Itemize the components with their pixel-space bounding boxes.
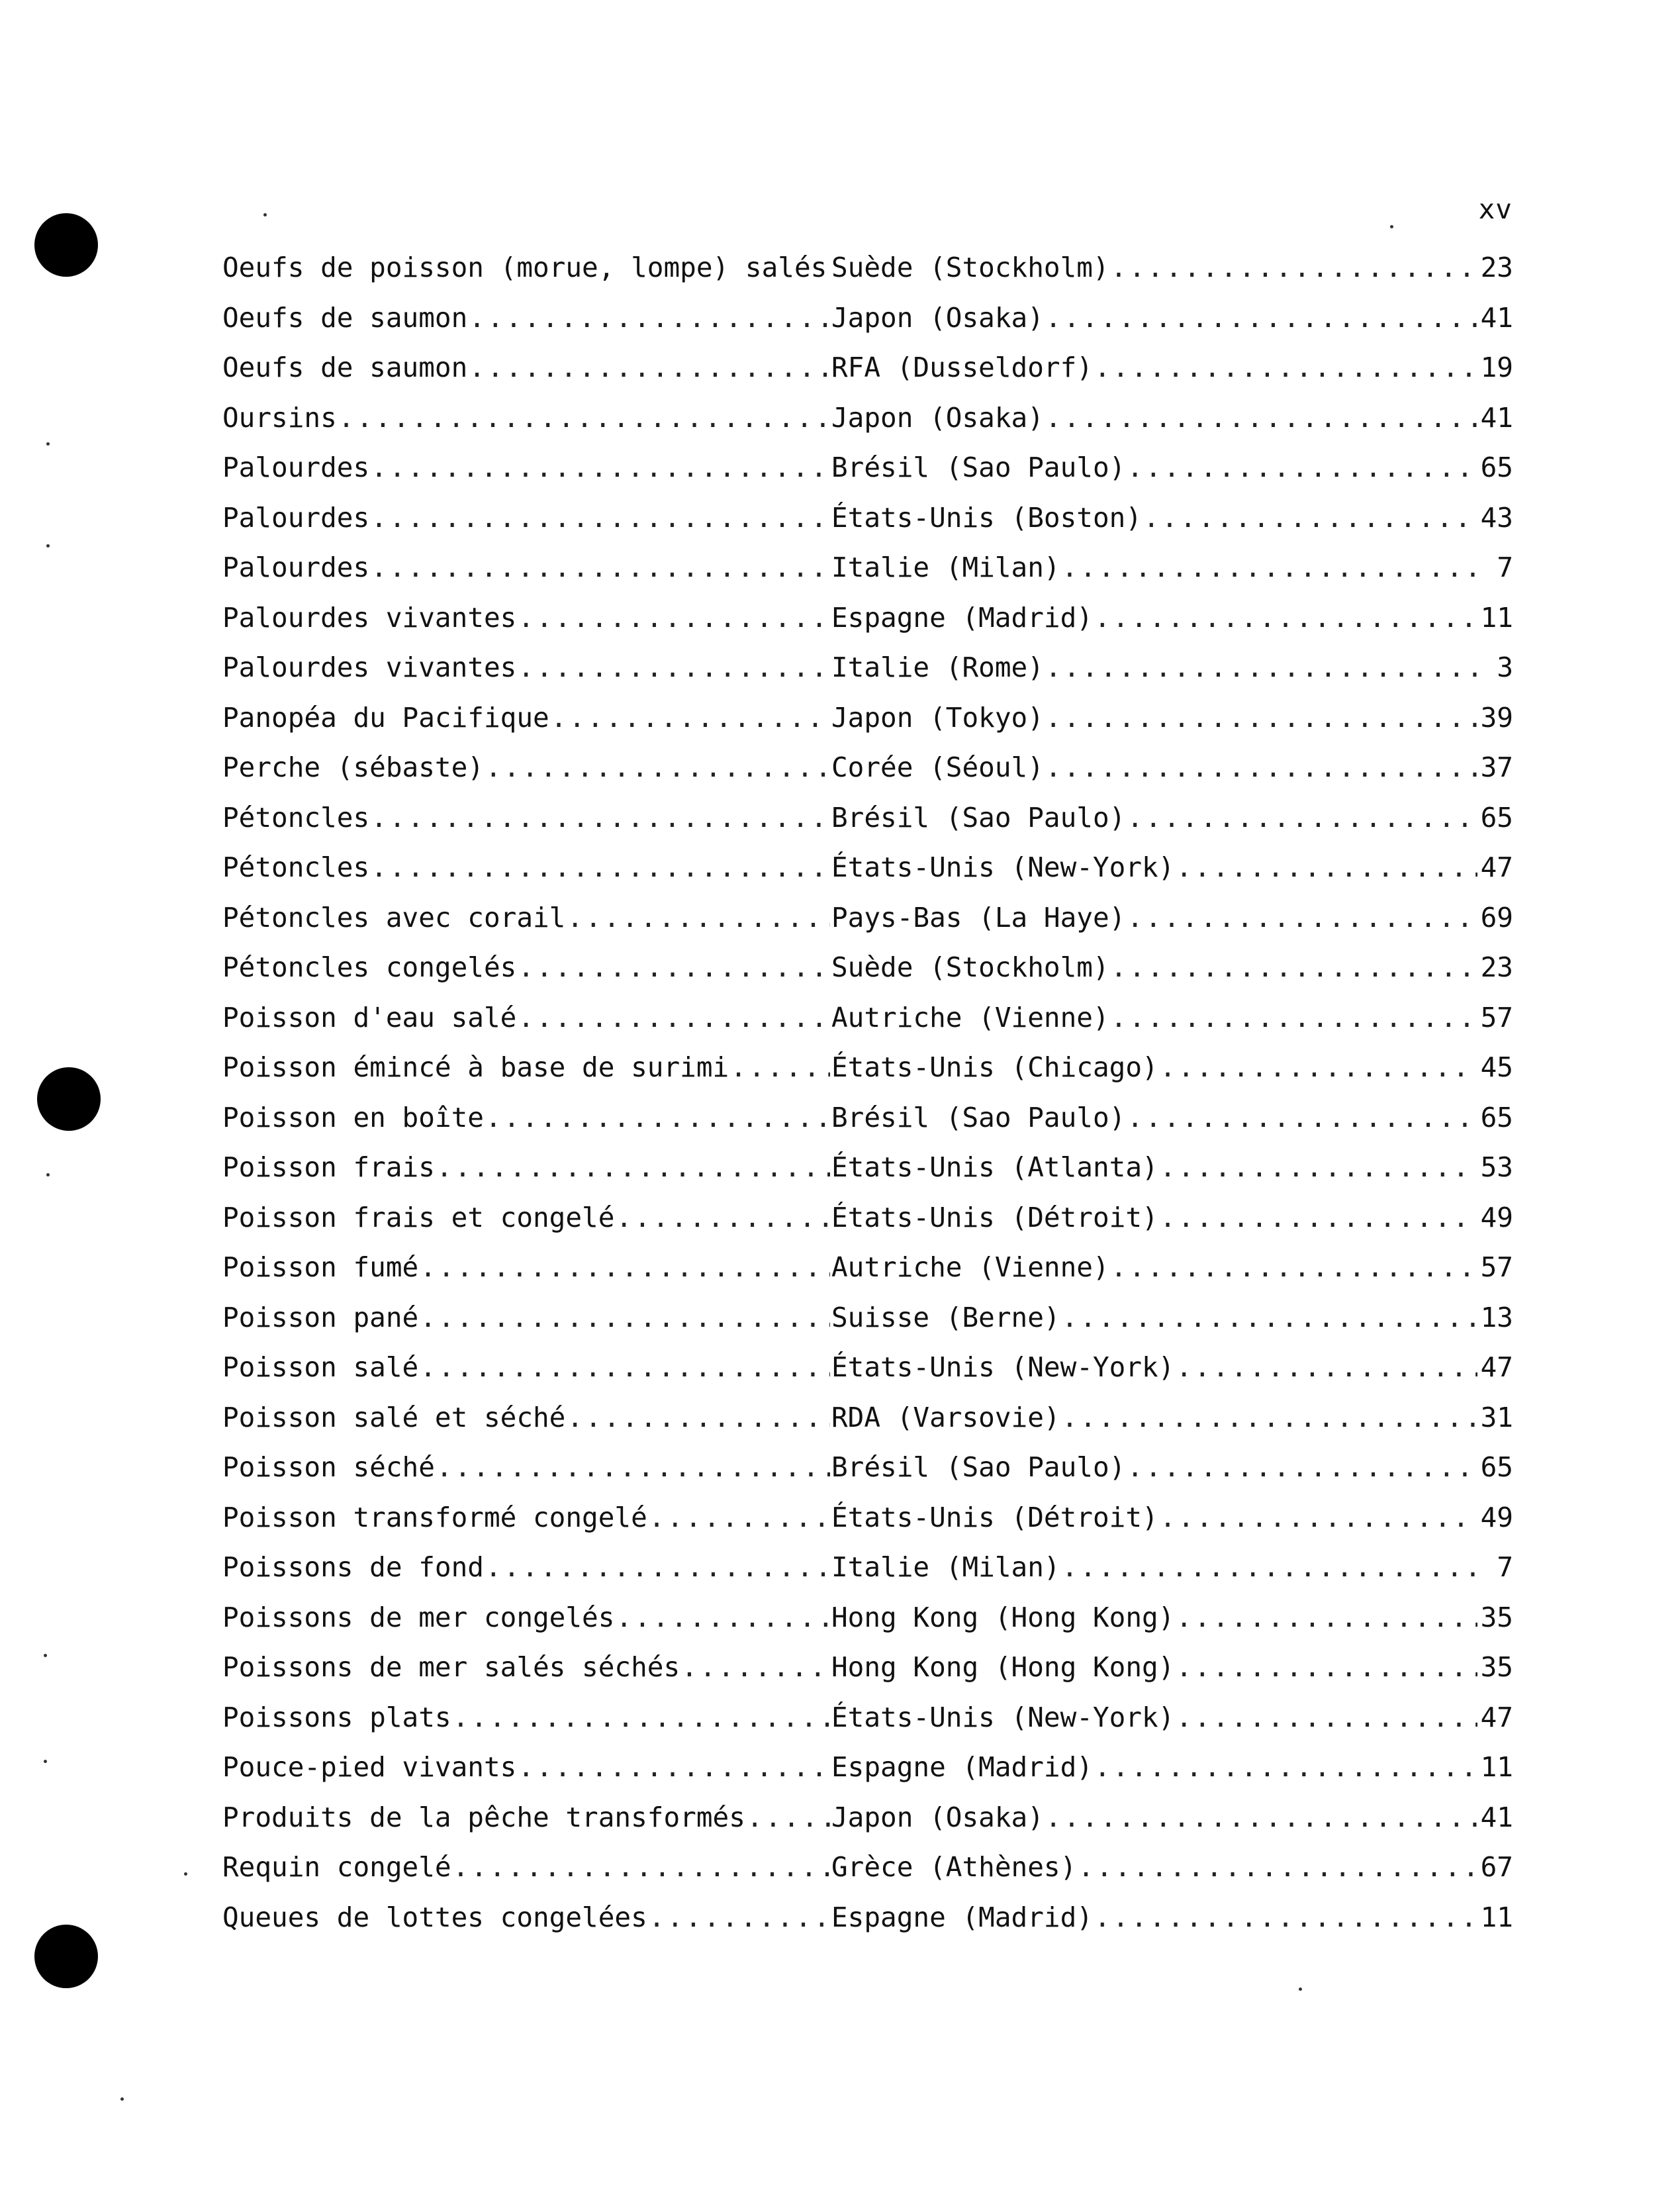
product-column [222,551,831,583]
dot-leader [1111,951,1477,983]
product-name: Oursins [222,401,337,434]
dot-leader [1176,1701,1477,1733]
dot-leader [551,702,830,734]
product-column [222,1151,831,1183]
dot-leader [1176,851,1477,883]
page-reference: 41 [1480,301,1513,334]
page-reference: 49 [1480,1201,1513,1233]
product-column [222,1602,831,1633]
dot-leader [371,502,830,534]
product-column [222,1302,831,1333]
post-column [831,1451,1513,1483]
product-column [222,252,831,283]
trade-post: États-Unis (Chicago) [831,1051,1158,1083]
dot-leader [1045,751,1477,783]
post-column [831,702,1513,734]
dot-leader [616,1602,830,1633]
product-column [222,1451,831,1483]
product-name: Poisson salé et séché [222,1401,566,1433]
index-list [222,252,1513,1951]
page-reference: 11 [1480,1751,1513,1783]
page-reference: 45 [1480,1051,1513,1083]
post-column [831,302,1513,334]
index-entry [222,1151,1513,1202]
product-name: Perche (sébaste) [222,751,484,783]
dot-leader [1127,902,1477,934]
page-reference: 11 [1480,1901,1513,1933]
product-column [222,352,831,383]
index-entry [222,1801,1513,1852]
trade-post: Corée (Séoul) [831,751,1044,783]
post-column [831,1051,1513,1083]
trade-post: Autriche (Vienne) [831,1251,1109,1283]
page-reference: 65 [1480,452,1513,483]
product-name: Poisson frais et congelé [222,1201,615,1233]
dot-leader [453,1701,830,1733]
trade-post: Pays-Bas (La Haye) [831,901,1126,934]
index-entry [222,302,1513,352]
dot-leader [1111,252,1477,283]
index-entry [222,951,1513,1002]
product-name: Pétoncles congelés [222,951,517,983]
post-column [831,452,1513,483]
post-column [831,402,1513,434]
product-name: Poisson émincé à base de surimi [222,1051,729,1083]
product-name: Oeufs de saumon [222,301,468,334]
trade-post: Japon (Osaka) [831,401,1044,434]
page-reference: 35 [1480,1651,1513,1683]
product-column [222,1051,831,1083]
product-column [222,452,831,483]
trade-post: Italie (Milan) [831,1551,1060,1583]
product-column [222,751,831,783]
product-column [222,1651,831,1683]
punch-hole-bottom [34,1925,98,1988]
trade-post: Hong Kong (Hong Kong) [831,1651,1175,1683]
dot-leader [1176,1351,1477,1383]
scan-speck [120,2097,124,2101]
index-entry [222,1051,1513,1102]
page-reference: 7 [1497,1551,1513,1583]
dot-leader [1094,1901,1477,1933]
post-column [831,1801,1513,1833]
trade-post: États-Unis (New-York) [831,1701,1175,1733]
trade-post: Brésil (Sao Paulo) [831,1101,1126,1133]
dot-leader [1160,1202,1477,1233]
page-reference: 57 [1480,1251,1513,1283]
product-column [222,1251,831,1283]
dot-leader [518,1751,830,1783]
trade-post: Grèce (Athènes) [831,1851,1077,1883]
post-column [831,252,1513,283]
dot-leader [1062,1302,1477,1333]
index-entry [222,802,1513,852]
dot-leader [436,1151,830,1183]
index-entry [222,1302,1513,1352]
dot-leader [371,802,830,834]
product-name: Poisson d'eau salé [222,1001,517,1033]
dot-leader [338,402,830,434]
dot-leader [1127,1102,1477,1133]
product-name: Pétoncles [222,801,370,834]
dot-leader [747,1801,830,1833]
dot-leader [1127,802,1477,834]
product-name: Queues de lottes congelées [222,1901,647,1933]
product-column [222,602,831,634]
index-entry [222,1202,1513,1252]
scan-speck [46,442,50,446]
product-column [222,302,831,334]
dot-leader [1062,551,1477,583]
post-column [831,551,1513,583]
punch-hole-top [34,213,98,277]
trade-post: États-Unis (Détroit) [831,1501,1158,1533]
product-name: Palourdes vivantes [222,651,517,683]
product-name: Poisson frais [222,1151,435,1183]
dot-leader [1094,352,1477,383]
product-name: Palourdes vivantes [222,601,517,634]
index-entry [222,1701,1513,1752]
index-entry [222,651,1513,702]
dot-leader [1160,1502,1477,1533]
index-entry [222,1451,1513,1502]
trade-post: Italie (Milan) [831,551,1060,583]
product-name: Poissons plats [222,1701,451,1733]
product-column [222,1351,831,1383]
post-column [831,851,1513,883]
page-reference: 13 [1480,1301,1513,1333]
dot-leader [420,1302,830,1333]
product-name: Poissons de fond [222,1551,484,1583]
product-column [222,402,831,434]
page-reference: 53 [1480,1151,1513,1183]
index-entry [222,1102,1513,1152]
product-name: Poisson en boîte [222,1101,484,1133]
product-column [222,1801,831,1833]
index-entry [222,1251,1513,1302]
trade-post: Brésil (Sao Paulo) [831,452,1126,483]
page-reference: 41 [1480,401,1513,434]
post-column [831,651,1513,683]
dot-leader [681,1651,830,1683]
trade-post: Japon (Tokyo) [831,701,1044,734]
post-column [831,602,1513,634]
page-reference: 67 [1480,1851,1513,1883]
product-name: Pouce-pied vivants [222,1751,517,1783]
product-column [222,851,831,883]
dot-leader [567,1402,830,1433]
dot-leader [485,1102,830,1133]
trade-post: Espagne (Madrid) [831,1901,1093,1933]
dot-leader [485,1551,830,1583]
index-entry [222,602,1513,652]
index-entry [222,551,1513,602]
product-name: Poisson transformé congelé [222,1501,647,1533]
trade-post: États-Unis (Atlanta) [831,1151,1158,1183]
index-entry [222,1502,1513,1552]
product-name: Palourdes [222,452,370,483]
product-name: Palourdes [222,551,370,583]
product-column [222,802,831,834]
post-column [831,1651,1513,1683]
dot-leader [371,452,830,483]
product-name: Requin congelé [222,1851,451,1883]
page-reference: 11 [1480,601,1513,634]
index-entry [222,1002,1513,1052]
post-column [831,902,1513,934]
dot-leader [518,602,830,634]
product-column [222,1551,831,1583]
trade-post: Brésil (Sao Paulo) [831,1451,1126,1483]
dot-leader [453,1851,830,1883]
trade-post: États-Unis (Détroit) [831,1201,1158,1233]
scan-speck [46,1173,50,1176]
dot-leader [1160,1151,1477,1183]
dot-leader [1160,1051,1477,1083]
product-name: Poisson pané [222,1301,419,1333]
scan-speck [184,1872,187,1876]
index-entry [222,1402,1513,1452]
trade-post: Suède (Stockholm) [831,951,1109,983]
dot-leader [371,551,830,583]
dot-leader [485,751,830,783]
product-column [222,1102,831,1133]
dot-leader [1094,1751,1477,1783]
product-name: Panopéa du Pacifique [222,701,549,734]
dot-leader [1045,651,1477,683]
product-column [222,1402,831,1433]
index-entry [222,1351,1513,1402]
index-entry [222,702,1513,752]
post-column [831,1302,1513,1333]
dot-leader [1045,402,1477,434]
dot-leader [649,1502,830,1533]
trade-post: RFA (Dusseldorf) [831,352,1093,383]
trade-post: Suède (Stockholm) [831,252,1109,283]
product-name: Poissons de mer salés séchés [222,1651,680,1683]
dot-leader [1062,1402,1477,1433]
post-column [831,951,1513,983]
dot-leader [1127,1451,1477,1483]
index-entry [222,751,1513,802]
dot-leader [436,1451,830,1483]
product-name: Palourdes [222,501,370,534]
page-number: xv [1478,193,1513,225]
post-column [831,502,1513,534]
product-column [222,1202,831,1233]
index-entry [222,1602,1513,1652]
product-column [222,1701,831,1733]
post-column [831,1402,1513,1433]
post-column [831,1751,1513,1783]
index-entry [222,502,1513,552]
trade-post: Japon (Osaka) [831,1801,1044,1833]
page-reference: 47 [1480,1701,1513,1733]
product-name: Oeufs de saumon [222,352,468,383]
index-entry [222,402,1513,452]
trade-post: États-Unis (New-York) [831,1351,1175,1383]
product-column [222,502,831,534]
dot-leader [420,1351,830,1383]
page-reference: 39 [1480,701,1513,734]
index-entry [222,902,1513,952]
index-entry [222,452,1513,502]
page-reference: 69 [1480,901,1513,934]
dot-leader [518,1002,830,1033]
dot-leader [1045,1801,1477,1833]
trade-post: Brésil (Sao Paulo) [831,801,1126,834]
trade-post: Autriche (Vienne) [831,1001,1109,1033]
page-reference: 57 [1480,1001,1513,1033]
page-reference: 23 [1480,252,1513,283]
product-column [222,702,831,734]
page-reference: 47 [1480,851,1513,883]
product-column [222,1851,831,1883]
dot-leader [616,1202,830,1233]
dot-leader [1127,452,1477,483]
post-column [831,1602,1513,1633]
trade-post: Japon (Osaka) [831,301,1044,334]
post-column [831,1901,1513,1933]
product-column [222,951,831,983]
dot-leader [828,252,830,283]
dot-leader [371,851,830,883]
post-column [831,1502,1513,1533]
dot-leader [649,1901,830,1933]
scan-speck [1299,1988,1302,1991]
scan-speck [263,213,267,216]
post-column [831,1251,1513,1283]
post-column [831,1851,1513,1883]
dot-leader [1078,1851,1477,1883]
dot-leader [1062,1551,1477,1583]
dot-leader [518,651,830,683]
product-name: Poissons de mer congelés [222,1601,615,1633]
product-name: Pétoncles avec corail [222,901,566,934]
dot-leader [1111,1002,1477,1033]
page-reference: 41 [1480,1801,1513,1833]
dot-leader [1111,1251,1477,1283]
page-reference: 65 [1480,801,1513,834]
product-name: Poisson fumé [222,1251,419,1283]
trade-post: Italie (Rome) [831,651,1044,683]
dot-leader [730,1051,830,1083]
page-reference: 31 [1480,1401,1513,1433]
dot-leader [469,352,830,383]
post-column [831,352,1513,383]
product-column [222,1002,831,1033]
page-reference: 35 [1480,1601,1513,1633]
dot-leader [567,902,830,934]
scan-speck [44,1654,47,1657]
product-name: Produits de la pêche transformés [222,1801,745,1833]
index-entry [222,1751,1513,1801]
dot-leader [1045,702,1477,734]
post-column [831,1102,1513,1133]
dot-leader [1045,302,1477,334]
dot-leader [1176,1651,1477,1683]
dot-leader [420,1251,830,1283]
post-column [831,1202,1513,1233]
product-column [222,651,831,683]
page-reference: 65 [1480,1101,1513,1133]
dot-leader [518,951,830,983]
punch-hole-middle [37,1067,101,1131]
post-column [831,1351,1513,1383]
trade-post: Espagne (Madrid) [831,601,1093,634]
product-column [222,1751,831,1783]
dot-leader [1143,502,1477,534]
trade-post: Espagne (Madrid) [831,1751,1093,1783]
product-name: Oeufs de poisson (morue, lompe) salés [222,252,827,283]
index-entry [222,1901,1513,1952]
dot-leader [1176,1602,1477,1633]
page-reference: 23 [1480,951,1513,983]
product-column [222,1901,831,1933]
trade-post: Suisse (Berne) [831,1301,1060,1333]
page-reference: 37 [1480,751,1513,783]
page-reference: 49 [1480,1501,1513,1533]
product-name: Poisson salé [222,1351,419,1383]
page-reference: 3 [1497,651,1513,683]
page-reference: 19 [1480,352,1513,383]
index-entry [222,352,1513,402]
scan-speck [44,1760,47,1763]
scan-speck [1390,225,1393,228]
trade-post: États-Unis (Boston) [831,501,1142,534]
product-name: Poisson séché [222,1451,435,1483]
dot-leader [469,302,830,334]
index-entry [222,1551,1513,1602]
post-column [831,1151,1513,1183]
index-entry [222,1851,1513,1901]
post-column [831,1551,1513,1583]
post-column [831,1002,1513,1033]
trade-post: RDA (Varsovie) [831,1401,1060,1433]
post-column [831,1701,1513,1733]
scan-speck [46,544,50,548]
post-column [831,802,1513,834]
post-column [831,751,1513,783]
dot-leader [1094,602,1477,634]
page-reference: 65 [1480,1451,1513,1483]
index-entry [222,851,1513,902]
page-reference: 7 [1497,551,1513,583]
product-name: Pétoncles [222,851,370,883]
page-reference: 47 [1480,1351,1513,1383]
product-column [222,902,831,934]
trade-post: Hong Kong (Hong Kong) [831,1601,1175,1633]
trade-post: États-Unis (New-York) [831,851,1175,883]
index-entry [222,1651,1513,1701]
product-column [222,1502,831,1533]
index-entry [222,252,1513,302]
page-reference: 43 [1480,501,1513,534]
